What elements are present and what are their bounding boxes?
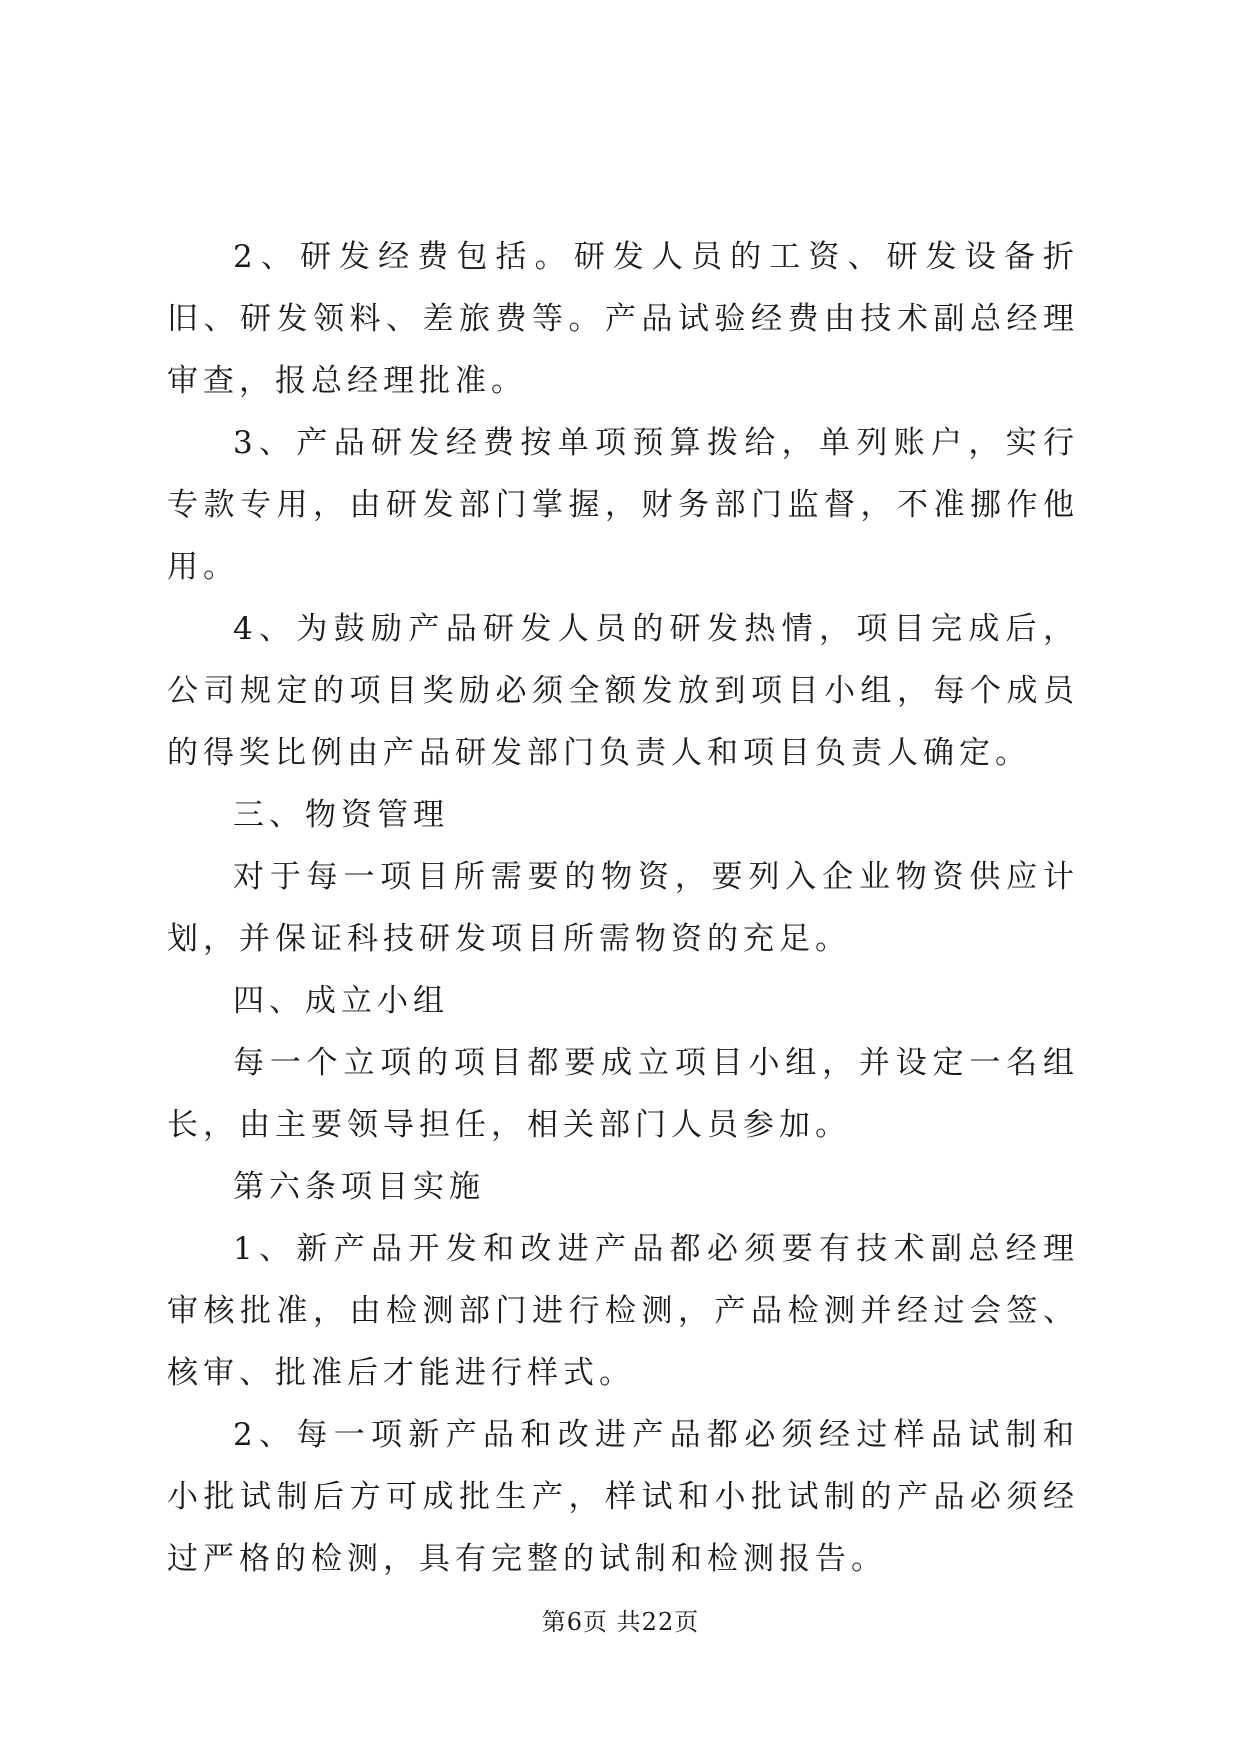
article-heading-implementation: 第六条项目实施 xyxy=(233,1169,485,1205)
paragraph-approval: 1、新产品开发和改进产品都必须要有技术副总经理审核批准，由检测部门进行检测，产品检测并经过会签、核审、批准后才能进行样式。 xyxy=(167,1231,1079,1391)
paragraph-funding-allocation: 3、产品研发经费按单项预算拨给，单列账户，实行专款专用，由研发部门掌握，财务部门监督，不准挪作他用。 xyxy=(167,425,1079,585)
paragraph-trial-production: 2、每一项新产品和改进产品都必须经过样品试制和小批试制后方可成批生产，样试和小批试制的产品必须经过严格的检测，具有完整的试制和检测报告。 xyxy=(167,1417,1079,1577)
paragraph-project-rewards: 4、为鼓励产品研发人员的研发热情，项目完成后，公司规定的项目奖励必须全额发放到项目小组，每个成员的得奖比例由产品研发部门负责人和项目负责人确定。 xyxy=(167,611,1079,771)
paragraph-materials: 对于每一项目所需要的物资，要列入企业物资供应计划，并保证科技研发项目所需物资的充足。 xyxy=(167,859,1079,957)
paragraph-team: 每一个立项的项目都要成立项目小组，并设定一名组长，由主要领导担任，相关部门人员参加。 xyxy=(167,1045,1079,1143)
section-heading-materials: 三、物资管理 xyxy=(233,797,449,833)
document-body xyxy=(167,226,1079,1590)
paragraph-funding-composition: 2、研发经费包括。研发人员的工资、研发设备折旧、研发领料、差旅费等。产品试验经费由技术副总经理审查，报总经理批准。 xyxy=(167,239,1079,399)
section-heading-team: 四、成立小组 xyxy=(233,983,449,1019)
page-footer: 第6页 共22页 xyxy=(541,1608,700,1636)
